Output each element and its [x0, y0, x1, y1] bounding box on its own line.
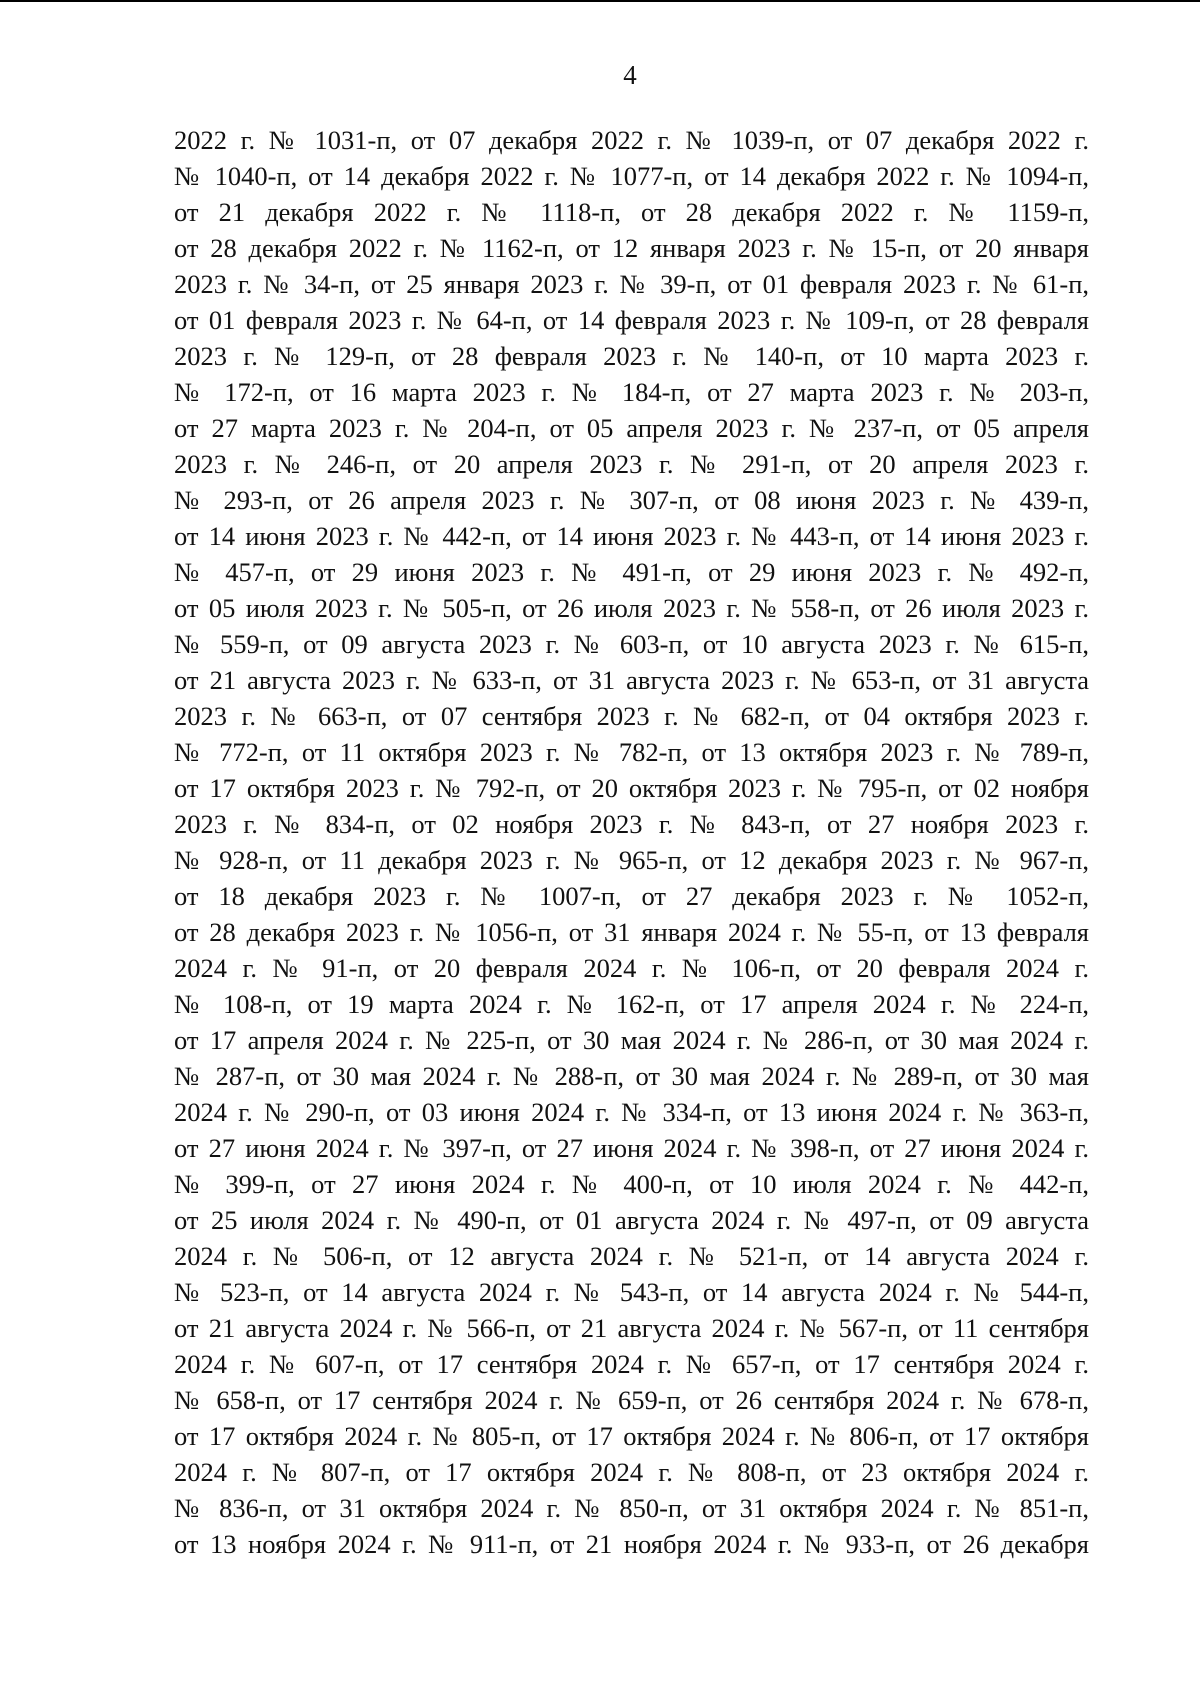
text-line: 2023 г. № 246-п, от 20 апреля 2023 г. № 291-п, от 20 апреля 2023 г.: [174, 449, 1089, 479]
text-line: от 17 октября 2023 г. № 792-п, от 20 октября 2023 г. № 795-п, от 02 ноября: [174, 773, 1089, 803]
text-line: № 108-п, от 19 марта 2024 г. № 162-п, от 17 апреля 2024 г. № 224-п,: [174, 989, 1089, 1019]
text-line: от 21 декабря 2022 г. № 1118-п, от 28 декабря 2022 г. № 1159-п,: [174, 197, 1089, 227]
text-line: № 172-п, от 16 марта 2023 г. № 184-п, от 27 марта 2023 г. № 203-п,: [174, 377, 1089, 407]
text-line: 2024 г. № 506-п, от 12 августа 2024 г. № 521-п, от 14 августа 2024 г.: [174, 1241, 1089, 1271]
text-line: от 17 апреля 2024 г. № 225-п, от 30 мая 2024 г. № 286-п, от 30 мая 2024 г.: [174, 1025, 1089, 1055]
text-line: № 658-п, от 17 сентября 2024 г. № 659-п, от 26 сентября 2024 г. № 678-п,: [174, 1385, 1089, 1415]
text-line: 2024 г. № 807-п, от 17 октября 2024 г. № 808-п, от 23 октября 2024 г.: [174, 1457, 1089, 1487]
text-line: 2022 г. № 1031-п, от 07 декабря 2022 г. № 1039-п, от 07 декабря 2022 г.: [174, 125, 1089, 155]
text-line: № 928-п, от 11 декабря 2023 г. № 965-п, от 12 декабря 2023 г. № 967-п,: [174, 845, 1089, 875]
text-line: 2023 г. № 34-п, от 25 января 2023 г. № 39-п, от 01 февраля 2023 г. № 61-п,: [174, 269, 1089, 299]
text-line: № 559-п, от 09 августа 2023 г. № 603-п, от 10 августа 2023 г. № 615-п,: [174, 629, 1089, 659]
text-line: от 27 марта 2023 г. № 204-п, от 05 апреля 2023 г. № 237-п, от 05 апреля: [174, 413, 1089, 443]
page-number: 4: [623, 60, 637, 90]
text-line: от 21 августа 2023 г. № 633-п, от 31 августа 2023 г. № 653-п, от 31 августа: [174, 665, 1089, 695]
text-line: от 27 июня 2024 г. № 397-п, от 27 июня 2024 г. № 398-п, от 27 июня 2024 г.: [174, 1133, 1089, 1163]
text-line: № 772-п, от 11 октября 2023 г. № 782-п, от 13 октября 2023 г. № 789-п,: [174, 737, 1089, 767]
text-line: от 17 октября 2024 г. № 805-п, от 17 октября 2024 г. № 806-п, от 17 октября: [174, 1421, 1089, 1451]
text-line: 2023 г. № 129-п, от 28 февраля 2023 г. № 140-п, от 10 марта 2023 г.: [174, 341, 1089, 371]
text-line: № 287-п, от 30 мая 2024 г. № 288-п, от 30 мая 2024 г. № 289-п, от 30 мая: [174, 1061, 1089, 1091]
text-line: 2024 г. № 290-п, от 03 июня 2024 г. № 334-п, от 13 июня 2024 г. № 363-п,: [174, 1097, 1089, 1127]
text-line: от 18 декабря 2023 г. № 1007-п, от 27 декабря 2023 г. № 1052-п,: [174, 881, 1089, 911]
text-line: от 13 ноября 2024 г. № 911-п, от 21 ноября 2024 г. № 933-п, от 26 декабря: [174, 1529, 1089, 1559]
text-line: от 05 июля 2023 г. № 505-п, от 26 июля 2023 г. № 558-п, от 26 июля 2023 г.: [174, 593, 1089, 623]
text-line: 2023 г. № 834-п, от 02 ноября 2023 г. № 843-п, от 27 ноября 2023 г.: [174, 809, 1089, 839]
text-line: от 28 декабря 2022 г. № 1162-п, от 12 января 2023 г. № 15-п, от 20 января: [174, 233, 1089, 263]
text-line: № 457-п, от 29 июня 2023 г. № 491-п, от 29 июня 2023 г. № 492-п,: [174, 557, 1089, 587]
text-line: № 1040-п, от 14 декабря 2022 г. № 1077-п, от 14 декабря 2022 г. № 1094-п,: [174, 161, 1089, 191]
text-line: от 28 декабря 2023 г. № 1056-п, от 31 января 2024 г. № 55-п, от 13 февраля: [174, 917, 1089, 947]
text-line: № 836-п, от 31 октября 2024 г. № 850-п, от 31 октября 2024 г. № 851-п,: [174, 1493, 1089, 1523]
text-line: от 01 февраля 2023 г. № 64-п, от 14 февраля 2023 г. № 109-п, от 28 февраля: [174, 305, 1089, 335]
text-line: 2024 г. № 91-п, от 20 февраля 2024 г. № 106-п, от 20 февраля 2024 г.: [174, 953, 1089, 983]
text-line: от 21 августа 2024 г. № 566-п, от 21 августа 2024 г. № 567-п, от 11 сентября: [174, 1313, 1089, 1343]
text-line: от 25 июля 2024 г. № 490-п, от 01 августа 2024 г. № 497-п, от 09 августа: [174, 1205, 1089, 1235]
text-line: от 14 июня 2023 г. № 442-п, от 14 июня 2023 г. № 443-п, от 14 июня 2023 г.: [174, 521, 1089, 551]
text-line: № 523-п, от 14 августа 2024 г. № 543-п, от 14 августа 2024 г. № 544-п,: [174, 1277, 1089, 1307]
text-line: 2023 г. № 663-п, от 07 сентября 2023 г. № 682-п, от 04 октября 2023 г.: [174, 701, 1089, 731]
text-line: 2024 г. № 607-п, от 17 сентября 2024 г. № 657-п, от 17 сентября 2024 г.: [174, 1349, 1089, 1379]
text-line: № 293-п, от 26 апреля 2023 г. № 307-п, от 08 июня 2023 г. № 439-п,: [174, 485, 1089, 515]
text-line: № 399-п, от 27 июня 2024 г. № 400-п, от 10 июля 2024 г. № 442-п,: [174, 1169, 1089, 1199]
body-text: [174, 122, 1089, 1562]
